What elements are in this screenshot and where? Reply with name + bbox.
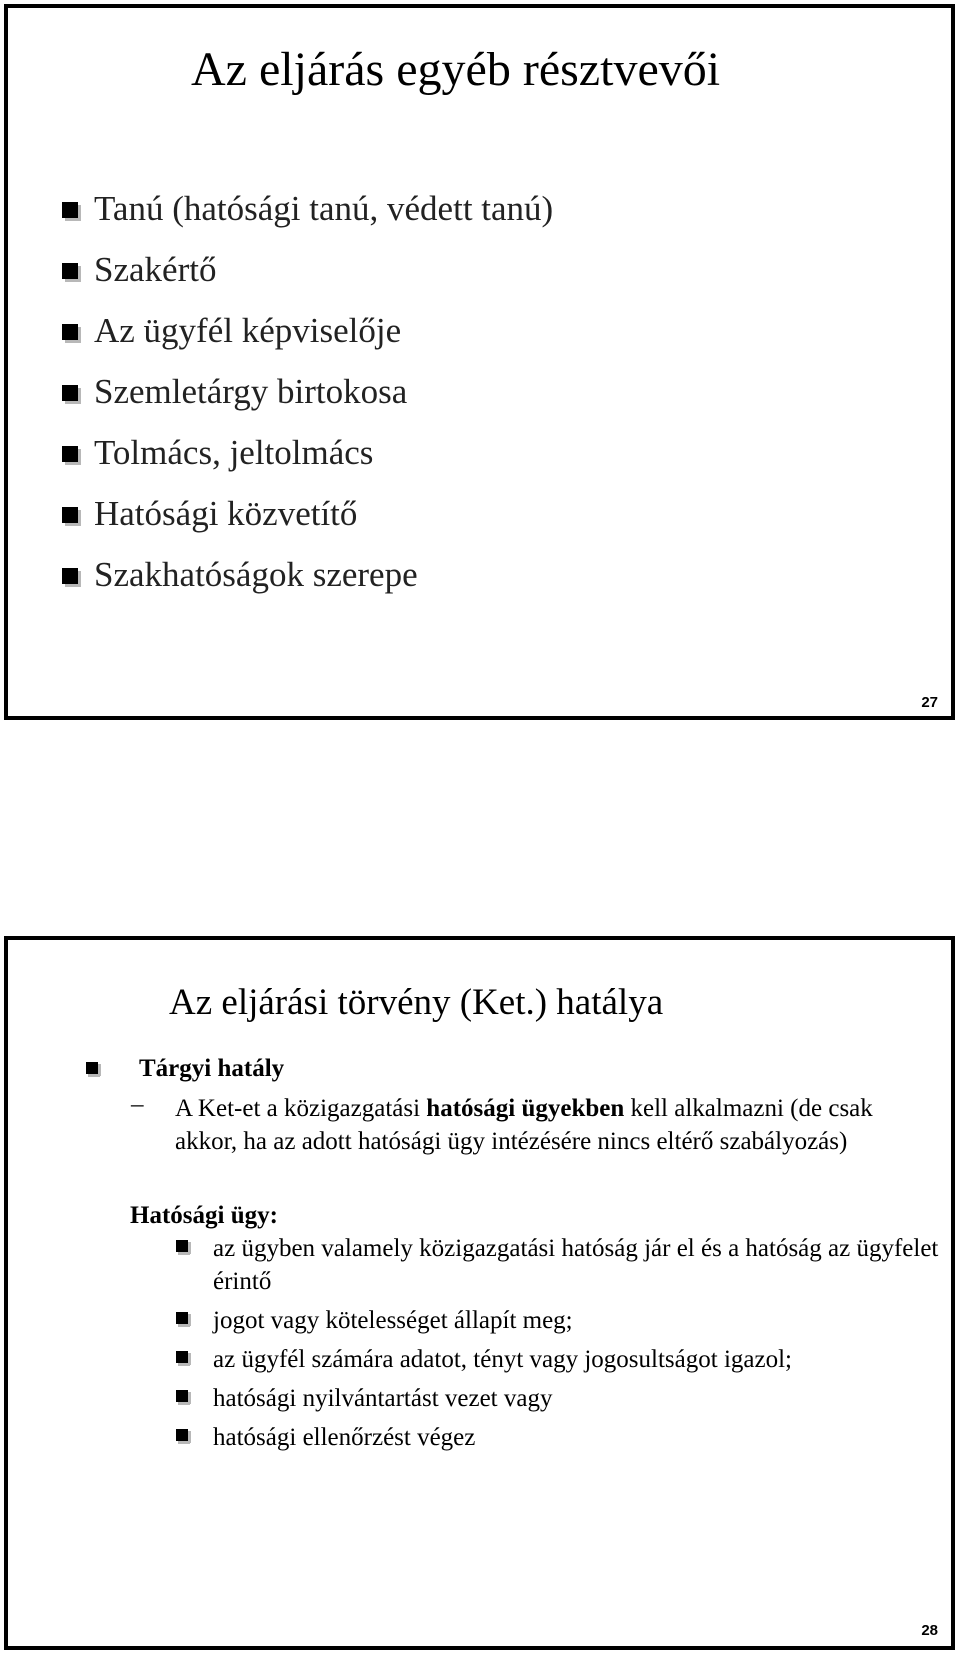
list-item: jogot vagy kötelességet állapít meg; [176,1304,951,1337]
list-item: Tanú (hatósági tanú, védett tanú) [62,178,553,239]
section-heading: Tárgyi hatály [139,1055,285,1082]
square-bullet-icon [176,1390,191,1405]
list-item: hatósági ellenőrzést végez [176,1421,951,1454]
list-item: Hatósági közvetítő [62,483,553,544]
square-bullet-icon [86,1062,101,1077]
slide-28 [4,936,955,1650]
square-bullet-icon [62,263,82,283]
emphasis-text: hatósági ügyekben [426,1095,625,1122]
square-bullet-icon [62,568,82,588]
list-item: hatósági nyilvántartást vezet vagy [176,1382,951,1415]
list-item: Szemletárgy birtokosa [62,361,553,422]
square-bullet-icon [176,1429,191,1444]
dash-marker: – [131,1091,144,1118]
list-item: Szakértő [62,239,553,300]
square-bullet-icon [62,324,82,344]
square-bullet-icon [62,385,82,405]
square-bullet-icon [176,1312,191,1327]
list-item: Szakhatóságok szerepe [62,544,553,605]
participants-list [62,178,553,605]
square-bullet-icon [176,1351,191,1366]
list-item: az ügyben valamely közigazgatási hatóság jár el és a hatóság az ügyfelet érintő [176,1232,951,1298]
square-bullet-icon [62,507,82,527]
square-bullet-icon [176,1240,191,1255]
sub-heading: Hatósági ügy: [130,1202,278,1229]
square-bullet-icon [62,446,82,466]
list-item: Tolmács, jeltolmács [62,422,553,483]
list-item: az ügyfél számára adatot, tényt vagy jogosultságot igazol; [176,1343,951,1376]
page-number: 28 [921,1622,938,1639]
square-bullet-icon [62,202,82,222]
case-definition-list [176,1232,951,1454]
slide-title: Az eljárási törvény (Ket.) hatálya [169,982,664,1023]
scope-paragraph: A Ket-et a közigazgatási hatósági ügyekben kell alkalmazni (de csak akkor, ha az adott hatósági ügy intézésére nincs eltérő szabályozás) [175,1095,873,1155]
slide-title: Az eljárás egyéb résztvevői [191,43,721,96]
list-item: Az ügyfél képviselője [62,300,553,361]
slide-27 [4,4,955,720]
page-number: 27 [921,694,938,711]
